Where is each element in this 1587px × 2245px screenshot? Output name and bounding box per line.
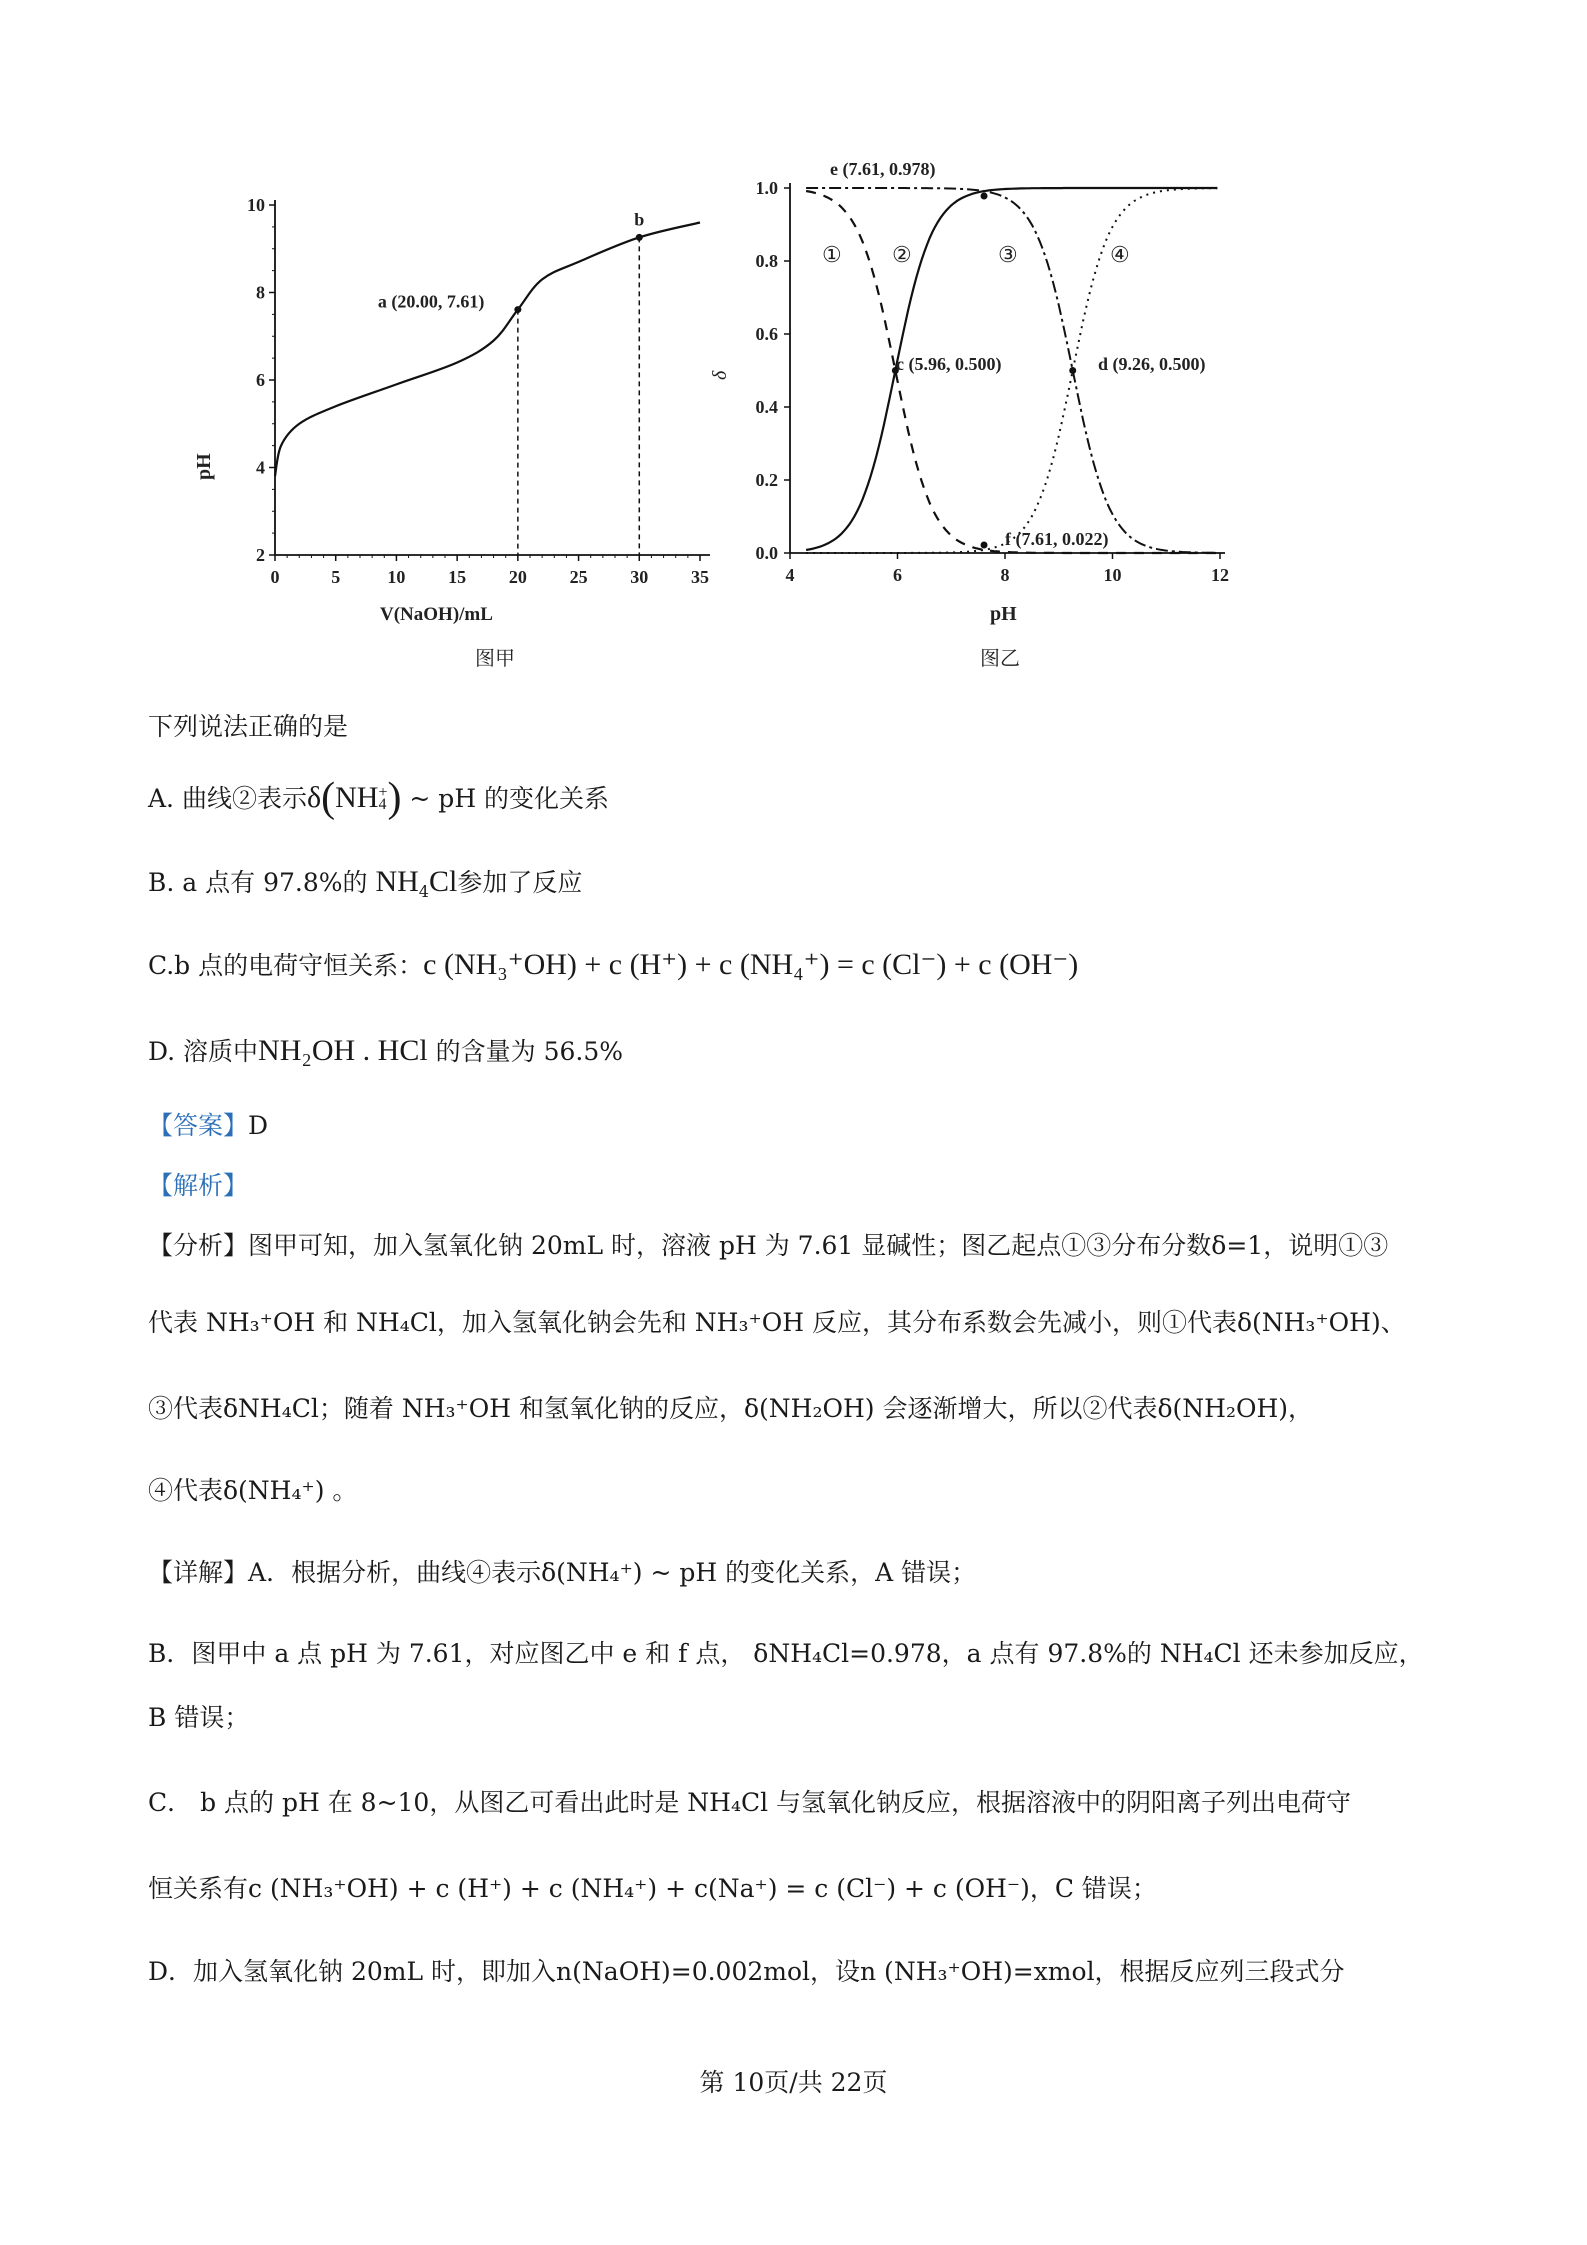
fenxi-line-3: ③代表δNH₄Cl；随着 NH₃⁺OH 和氢氧化钠的反应，δ(NH₂OH) 会逐渐增大，所以②代表δ(NH₂OH)， xyxy=(148,1394,1314,1423)
right-xtick-label: 6 xyxy=(893,565,902,585)
right-ytick-label: 0.4 xyxy=(755,397,778,417)
figure-panel xyxy=(190,150,1250,690)
right-ytick-label: 0.2 xyxy=(755,470,778,490)
xiangjie-line-c1: C． b 点的 pH 在 8~10，从图乙可看出此时是 NH₄Cl 与氢氧化钠反应，根据溶液中的阴阳离子列出电荷守 xyxy=(148,1788,1352,1817)
right-xtick-label: 4 xyxy=(785,565,795,585)
left-ylabel: pH xyxy=(193,453,215,480)
right-label-e: e (7.61, 0.978) xyxy=(830,159,936,179)
right-ytick-label: 0.8 xyxy=(755,251,778,271)
left-xtick-label: 35 xyxy=(691,567,709,587)
chart-left xyxy=(193,195,710,670)
analysis-tag: 【解析】 xyxy=(148,1171,249,1200)
option-c-prefix: C.b 点的电荷守恒关系： xyxy=(148,951,424,980)
xiangjie-line-c2: 恒关系有c (NH₃⁺OH) + c (H⁺) + c (NH₄⁺) + c(Na⁺) = c (Cl⁻) + c (OH⁻)，C 错误； xyxy=(148,1874,1157,1903)
left-xtick-label: 20 xyxy=(508,567,527,587)
fenxi-text-1: 图甲可知，加入氢氧化钠 20mL 时，溶液 pH 为 7.61 显碱性；图乙起点①③分布分数δ=1，说明①③ xyxy=(248,1231,1389,1260)
left-ytick-label: 2 xyxy=(256,545,265,565)
page-footer: 第 10页/共 22页 xyxy=(699,2068,888,2097)
left-ytick-label: 8 xyxy=(256,282,265,303)
option-a-chem: NH xyxy=(335,781,379,814)
option-b-prefix: B. a 点有 97.8%的 xyxy=(148,868,376,897)
fenxi-line-2: 代表 NH₃⁺OH 和 NH₄Cl，加入氢氧化钠会先和 NH₃⁺OH 反应，其分布系数会先减小，则①代表δ(NH₃⁺OH)、 xyxy=(148,1308,1406,1337)
left-ytick-label: 10 xyxy=(247,195,265,215)
right-point-d xyxy=(1069,367,1076,374)
xiangjie-text-a: A．根据分析，曲线④表示δ(NH₄⁺) ~ pH 的变化关系，A 错误； xyxy=(248,1558,977,1587)
option-d-suffix: 的含量为 56.5% xyxy=(427,1037,624,1066)
xiangjie-tag: 【详解】 xyxy=(148,1558,249,1587)
right-label-c: c (5.96, 0.500) xyxy=(896,354,1002,374)
option-d-prefix: D. 溶质中 xyxy=(148,1037,259,1066)
left-ytick-label: 4 xyxy=(256,457,265,478)
xiangjie-line-d1: D．加入氢氧化钠 20mL 时，即加入n(NaOH)=0.002mol，设n (NH₃⁺OH)=xmol，根据反应列三段式分 xyxy=(148,1957,1345,1986)
right-ytick-label: 1.0 xyxy=(755,178,778,198)
xiangjie-line-b1: B．图甲中 a 点 pH 为 7.61，对应图乙中 e 和 f 点， δNH₄Cl=0.978，a 点有 97.8%的 NH₄Cl 还未参加反应， xyxy=(148,1639,1424,1668)
left-point-a xyxy=(514,306,521,313)
left-label-b: b xyxy=(634,209,645,230)
left-xlabel: V(NaOH)/mL xyxy=(380,604,493,625)
left-point-b xyxy=(636,234,643,241)
option-a-prefix: A. 曲线②表示 xyxy=(148,784,307,813)
right-xtick-label: 10 xyxy=(1103,565,1122,585)
answer-tag: 【答案】 xyxy=(148,1111,249,1140)
option-a: A. 曲线②表示δ(NH + 4 ) ~ pH 的变化关系 xyxy=(148,775,610,821)
left-xtick-label: 5 xyxy=(331,567,341,587)
right-ylabel: δ xyxy=(709,370,731,380)
option-a-delta: δ xyxy=(306,781,322,814)
right-ytick-label: 0.6 xyxy=(755,324,778,344)
right-caption: 图乙 xyxy=(980,648,1020,670)
right-axes xyxy=(756,178,1230,585)
option-a-suffix: ~ pH 的变化关系 xyxy=(401,784,610,813)
left-titration-curve xyxy=(275,223,700,477)
left-xtick-label: 30 xyxy=(630,567,649,587)
right-ytick-label: 0.0 xyxy=(755,543,778,563)
left-ytick-label: 6 xyxy=(256,370,265,390)
option-b-chem: NH xyxy=(375,865,419,898)
xiangjie-line-a xyxy=(148,1553,1448,1593)
curve-label-3: ③ xyxy=(998,242,1018,267)
right-xtick-label: 12 xyxy=(1211,565,1229,585)
xiangjie-line-b2: B 错误； xyxy=(148,1703,250,1732)
answer-value: D xyxy=(248,1111,269,1140)
left-caption: 图甲 xyxy=(475,648,515,670)
curve-label-1: ① xyxy=(822,242,842,267)
right-label-d: d (9.26, 0.500) xyxy=(1098,354,1206,374)
left-xtick-label: 15 xyxy=(448,567,467,587)
right-xtick-label: 8 xyxy=(1000,565,1010,585)
left-xtick-label: 25 xyxy=(569,567,588,587)
option-b-suffix: 参加了反应 xyxy=(457,868,583,897)
answer-line xyxy=(148,1106,1448,1146)
left-axes xyxy=(247,195,710,587)
chart-right xyxy=(709,159,1229,670)
fenxi-tag: 【分析】 xyxy=(148,1231,249,1260)
fenxi-line-4: ④代表δ(NH₄⁺) 。 xyxy=(148,1476,358,1505)
option-d-chem: NH₂OH . HCl xyxy=(258,1034,428,1067)
option-d xyxy=(148,1031,1448,1072)
right-xlabel: pH xyxy=(990,603,1017,625)
option-b-chem2: Cl xyxy=(428,865,458,898)
option-c xyxy=(148,945,1448,986)
question-stem: 下列说法正确的是 xyxy=(148,712,349,741)
left-label-a: a (20.00, 7.61) xyxy=(377,291,485,312)
curve-label-4: ④ xyxy=(1110,242,1130,267)
left-xtick-label: 0 xyxy=(270,567,280,587)
option-c-equation: c (NH₃⁺OH) + c (H⁺) + c (NH₄⁺) = c (Cl⁻) + c (OH⁻) xyxy=(423,948,1079,981)
right-point-f xyxy=(981,541,988,548)
left-xtick-label: 10 xyxy=(387,567,406,587)
option-b: B. a 点有 97.8%的 $NH_4Cl$参加了反应 xyxy=(148,865,583,901)
right-point-e xyxy=(981,193,988,200)
right-label-f: f (7.61, 0.022) xyxy=(1005,529,1109,549)
curve-label-2: ② xyxy=(892,242,912,267)
fenxi-line-1 xyxy=(148,1226,1448,1266)
